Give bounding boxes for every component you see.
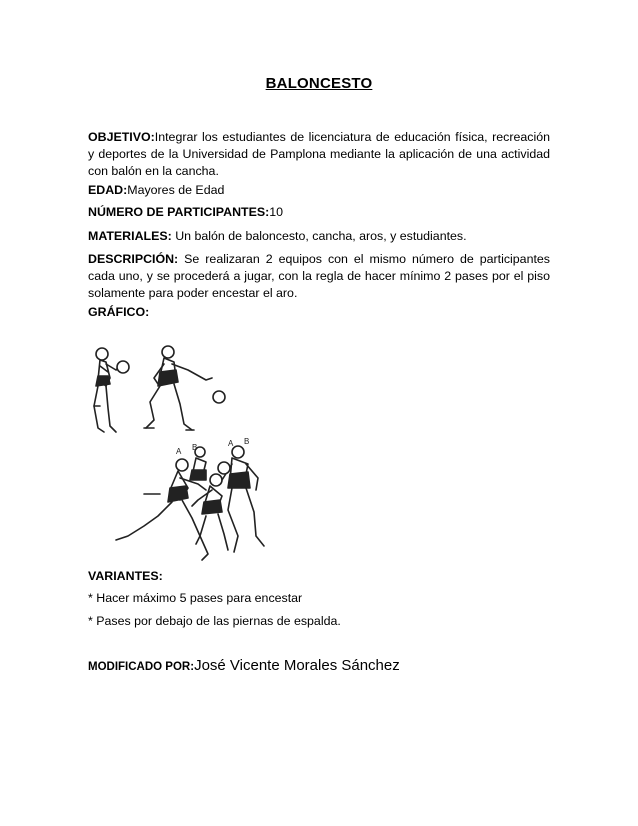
- player-letter: B: [192, 443, 198, 452]
- variantes-paragraph: [88, 568, 550, 585]
- player-letter: B: [244, 437, 250, 446]
- variante-item: * Hacer máximo 5 pases para encestar: [88, 591, 303, 605]
- edad-label: EDAD:: [88, 183, 128, 197]
- grafico-label: GRÁFICO:: [88, 305, 150, 319]
- participantes-paragraph: [88, 204, 550, 221]
- player-figure: [94, 348, 120, 432]
- descripcion-label: DESCRIPCIÓN:: [88, 252, 179, 266]
- basketball-players-drawing: [88, 340, 270, 566]
- basketball-ball: [218, 462, 230, 474]
- modificado-paragraph: [88, 657, 550, 676]
- participantes-value: 10: [269, 205, 284, 219]
- variantes-label: VARIANTES:: [88, 569, 163, 583]
- document-title: BALONCESTO: [265, 75, 373, 92]
- variante-item: * Pases por debajo de las piernas de espalda.: [88, 614, 341, 628]
- materiales-label: MATERIALES:: [88, 229, 172, 243]
- player-figure: [144, 346, 212, 430]
- author-name: José Vicente Morales Sánchez: [194, 657, 400, 674]
- objetivo-label: OBJETIVO:: [88, 130, 155, 144]
- basketball-ball: [117, 361, 129, 373]
- modificado-label: MODIFICADO POR:: [88, 661, 195, 673]
- edad-paragraph: [88, 182, 550, 199]
- player-letter: A: [176, 447, 182, 456]
- descripcion-text: Se realizaran 2 equipos con el mismo número de participantes cada uno, y se procederá a jugar, con la regla de hacer mínimo 2 pases por el piso solamente para poder encestar el aro.: [88, 252, 550, 300]
- objetivo-text: Integrar los estudiantes de licenciatura de educación física, recreación y deportes de la Universidad de Pamplona mediante la aplicación de una actividad con balón en la cancha.: [88, 130, 550, 178]
- materiales-paragraph: [88, 228, 550, 245]
- basketball-illustration: [88, 340, 270, 566]
- materiales-text: Un balón de baloncesto, cancha, aros, y estudiantes.: [171, 229, 467, 243]
- player-figure: [222, 446, 264, 552]
- player-figure: [192, 474, 228, 560]
- edad-text: Mayores de Edad: [127, 183, 225, 197]
- grafico-paragraph: [88, 304, 550, 321]
- descripcion-paragraph: [88, 251, 550, 302]
- participantes-label: NÚMERO DE PARTICIPANTES:: [88, 205, 270, 219]
- player-letter: A: [228, 439, 234, 448]
- objetivo-paragraph: [88, 129, 550, 180]
- basketball-ball: [213, 391, 225, 403]
